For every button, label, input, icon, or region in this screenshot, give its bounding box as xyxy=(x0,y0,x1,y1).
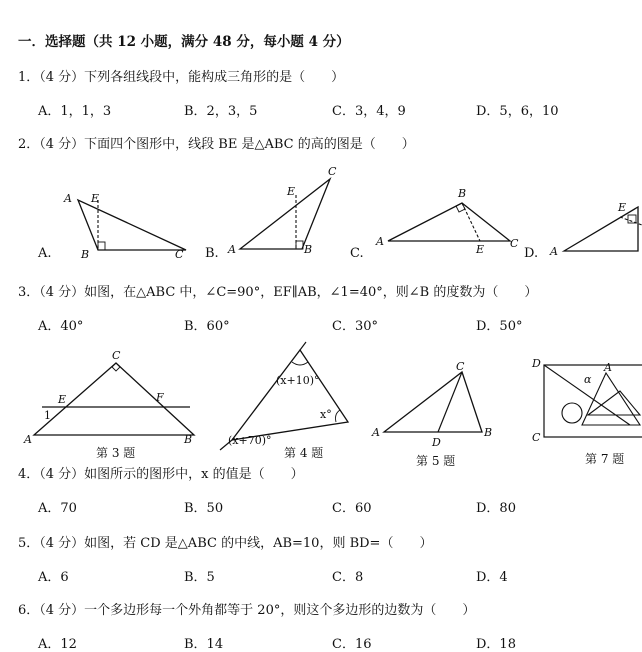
label-e: E xyxy=(287,185,296,198)
question-2-figure-d-label[interactable]: D. xyxy=(524,246,539,261)
label-e: E xyxy=(58,393,67,406)
label-d: D xyxy=(432,436,441,449)
label-b: B xyxy=(484,426,493,439)
question-5-option-b[interactable]: B．5 xyxy=(184,570,215,585)
label-e: E xyxy=(91,192,100,205)
question-5-option-d[interactable]: D．4 xyxy=(476,570,508,585)
question-2-figure-a[interactable] xyxy=(36,180,196,260)
label-a: A xyxy=(64,192,72,205)
question-6-option-a[interactable]: A．12 xyxy=(38,637,77,652)
figure-q3 xyxy=(24,345,214,445)
question-2-figure-a-label[interactable]: A. xyxy=(38,246,52,261)
label-a: A xyxy=(550,245,558,258)
label-a: A xyxy=(604,361,612,374)
label-e: E xyxy=(476,243,485,256)
question-6-text: 6．（4 分）一个多边形每一个外角都等于 20°，则这个多边形的边数为（ ） xyxy=(18,603,476,618)
figure-q5 xyxy=(372,360,512,450)
question-1-option-a[interactable]: A．1，1，3 xyxy=(38,104,112,119)
label-c: C xyxy=(532,431,541,444)
label-one: 1 xyxy=(44,409,51,422)
question-4-option-a[interactable]: A．70 xyxy=(38,501,77,516)
question-2-figure-c[interactable] xyxy=(372,185,542,265)
label-alpha: α xyxy=(584,373,592,386)
question-1-text: 1．（4 分）下列各组线段中，能构成三角形的是（ ） xyxy=(18,70,345,85)
question-4-option-b[interactable]: B．50 xyxy=(184,501,224,516)
question-1-option-d[interactable]: D．5，6，10 xyxy=(476,104,559,119)
label-c: C xyxy=(328,165,337,178)
question-5-text: 5．（4 分）如图，若 CD 是△ABC 的中线，AB=10，则 BD=（ ） xyxy=(18,536,433,551)
label-x-plus-10: (x+10)° xyxy=(276,374,320,387)
label-b: B xyxy=(81,248,90,261)
question-4-option-d[interactable]: D．80 xyxy=(476,501,516,516)
label-b: B xyxy=(304,243,313,256)
question-3-option-a[interactable]: A．40° xyxy=(38,319,84,334)
question-3-option-c[interactable]: C．30° xyxy=(332,319,378,334)
label-f: F xyxy=(156,391,164,404)
label-b: B xyxy=(184,433,193,446)
question-6-option-c[interactable]: C．16 xyxy=(332,637,372,652)
question-6-option-b[interactable]: B．14 xyxy=(184,637,224,652)
question-2-figure-b-label[interactable]: B. xyxy=(205,246,219,261)
question-2-figure-c-label[interactable]: C. xyxy=(350,246,364,261)
question-3-text: 3．（4 分）如图，在△ABC 中，∠C=90°，EF∥AB，∠1=40°，则∠B 的度数为（ ） xyxy=(18,285,538,300)
caption-question-5: 第 5 题 xyxy=(416,454,456,468)
question-3-option-d[interactable]: D．50° xyxy=(476,319,523,334)
question-4-text: 4．（4 分）如图所示的图形中，x 的值是（ ） xyxy=(18,467,304,482)
label-e: E xyxy=(618,201,627,214)
question-5-option-a[interactable]: A．6 xyxy=(38,570,69,585)
caption-question-4: 第 4 题 xyxy=(284,446,324,460)
caption-question-3: 第 3 题 xyxy=(96,446,136,460)
label-c: C xyxy=(510,237,519,250)
section-title: 一．选择题（共 12 小题，满分 48 分，每小题 4 分） xyxy=(18,34,350,50)
question-1-option-b[interactable]: B．2，3，5 xyxy=(184,104,258,119)
question-2-figure-b[interactable] xyxy=(220,165,360,255)
caption-question-7: 第 7 题 xyxy=(585,452,625,466)
label-a: A xyxy=(24,433,32,446)
figure-q7 xyxy=(530,355,642,445)
question-2-text: 2．（4 分）下面四个图形中，线段 BE 是△ABC 的高的图是（ ） xyxy=(18,137,415,152)
question-2-figure-d[interactable] xyxy=(550,195,642,265)
question-4-option-c[interactable]: C．60 xyxy=(332,501,372,516)
question-3-option-b[interactable]: B．60° xyxy=(184,319,230,334)
label-x-deg: x° xyxy=(320,408,332,421)
label-a: A xyxy=(376,235,384,248)
label-a: A xyxy=(228,243,236,256)
label-c: C xyxy=(456,360,465,373)
label-d: D xyxy=(532,357,541,370)
label-c: C xyxy=(112,349,121,362)
label-b: B xyxy=(458,187,467,200)
label-x-plus-70: (x+70)° xyxy=(228,434,272,447)
question-1-option-c[interactable]: C．3，4，9 xyxy=(332,104,406,119)
label-c: C xyxy=(175,248,184,261)
question-5-option-c[interactable]: C．8 xyxy=(332,570,364,585)
label-a: A xyxy=(372,426,380,439)
figure-q4 xyxy=(210,340,360,450)
question-6-option-d[interactable]: D．18 xyxy=(476,637,516,652)
